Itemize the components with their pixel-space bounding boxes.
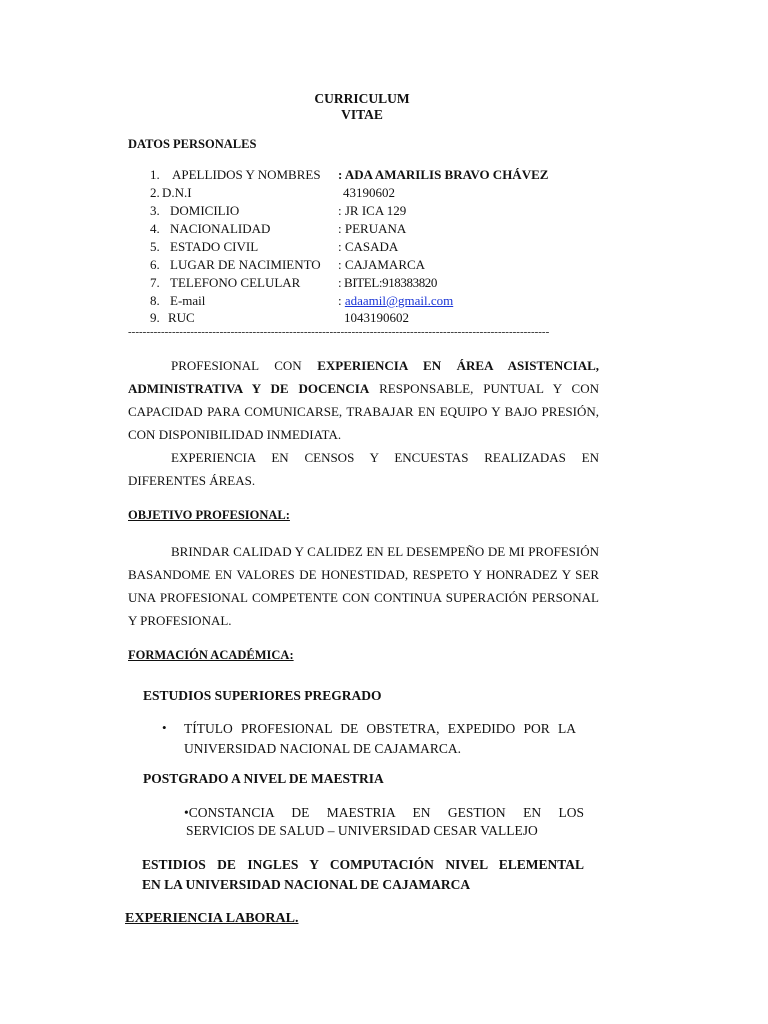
field-value-email	[338, 293, 453, 309]
section-heading-experiencia: EXPERIENCIA LABORAL.	[125, 911, 299, 926]
objective-section	[128, 540, 599, 632]
email-prefix: :	[338, 293, 345, 308]
row-number: 5.	[150, 239, 160, 254]
field-value-dni: 43190602	[343, 185, 395, 200]
row-number: 9.	[150, 310, 160, 325]
field-label-nacionalidad: NACIONALIDAD	[170, 221, 271, 236]
bullet-icon: •	[184, 805, 189, 820]
languages-computing-line2: EN LA UNIVERSIDAD NACIONAL DE CAJAMARCA	[142, 877, 471, 892]
field-value-domicilio: : JR ICA 129	[338, 203, 407, 218]
field-label-email: E-mail	[170, 293, 206, 308]
section-heading-formacion: FORMACIÓN ACADÉMICA:	[128, 648, 294, 662]
row-number: 7.	[150, 275, 160, 290]
section-heading-objetivo: OBJETIVO PROFESIONAL:	[128, 508, 290, 522]
row-number: 2.	[150, 185, 160, 200]
document-title-line1: CURRICULUM	[314, 91, 410, 106]
field-label-ruc: RUC	[168, 310, 195, 325]
row-number: 1.	[150, 167, 160, 182]
field-label-estado-civil: ESTADO CIVIL	[170, 239, 259, 254]
profile-paragraph	[128, 354, 599, 446]
row-number: 3.	[150, 203, 160, 218]
profile-section	[128, 354, 599, 492]
postgrado-item-line2: SERVICIOS DE SALUD – UNIVERSIDAD CESAR VALLEJO	[186, 823, 538, 838]
subheading-postgrado: POSTGRADO A NIVEL DE MAESTRIA	[143, 771, 384, 786]
field-value-ruc: 1043190602	[344, 310, 409, 325]
pregrado-item-line2: UNIVERSIDAD NACIONAL DE CAJAMARCA.	[184, 741, 462, 756]
profile-text-end: RESPONSABLE, PUNTUAL Y CON CAPACIDAD PARA COMUNICARSE, TRABAJAR EN EQUIPO Y BAJO PRESIÓN, CON DISPONIBILIDAD INMEDIATA.	[128, 381, 599, 442]
field-value-telefono: : BITEL:918383820	[338, 275, 437, 290]
bullet-icon: •	[162, 720, 167, 735]
postgrado-item-line1	[184, 804, 584, 822]
email-link[interactable]: adaamil@gmail.com	[344, 293, 454, 308]
field-value-nombres: : ADA AMARILIS BRAVO CHÁVEZ	[338, 167, 549, 182]
section-heading-datos-personales: DATOS PERSONALES	[128, 137, 257, 151]
field-label-nombres: APELLIDOS Y NOMBRES	[172, 167, 321, 182]
pregrado-item-line1: TÍTULO PROFESIONAL DE OBSTETRA, EXPEDIDO POR LA	[184, 721, 576, 736]
experience-paragraph: EXPERIENCIA EN CENSOS Y ENCUESTAS REALIZADAS EN DIFERENTES ÁREAS.	[128, 450, 599, 488]
profile-text-bold: EXPERIENCIA EN ÁREA ASISTENCIAL, ADMINISTRATIVA Y DE DOCENCIA	[128, 358, 600, 396]
field-label-lugar-nacimiento: LUGAR DE NACIMIENTO	[170, 257, 321, 272]
field-label-domicilio: DOMICILIO	[170, 203, 240, 218]
document-title-line2: VITAE	[341, 107, 383, 122]
objective-paragraph: BRINDAR CALIDAD Y CALIDEZ EN EL DESEMPEÑO DE MI PROFESIÓN BASANDOME EN VALORES DE HONESTIDAD, RESPETO Y HONRADEZ Y SER UNA PROFESIONAL COMPETENTE CON CONTINUA SUPERACIÓN PERSONAL Y PROFESIONAL.	[128, 544, 599, 628]
postgrado-item-text: CONSTANCIA DE MAESTRIA EN GESTION EN LOS	[188, 805, 584, 820]
subheading-pregrado: ESTUDIOS SUPERIORES PREGRADO	[143, 688, 382, 703]
row-number: 6.	[150, 257, 160, 272]
divider-line: -------------------------------------------------------------------------------------------------------------------	[128, 326, 550, 338]
profile-text-start: PROFESIONAL CON	[171, 358, 318, 373]
field-value-estado-civil: : CASADA	[338, 239, 399, 254]
row-number: 8.	[150, 293, 160, 308]
row-number: 4.	[150, 221, 160, 236]
languages-computing-line1: ESTIDIOS DE INGLES Y COMPUTACIÓN NIVEL ELEMENTAL	[142, 857, 584, 872]
field-value-lugar-nacimiento: : CAJAMARCA	[338, 257, 426, 272]
field-value-nacionalidad: : PERUANA	[338, 221, 407, 236]
field-label-dni: D.N.I	[162, 185, 192, 200]
field-label-telefono: TELEFONO CELULAR	[170, 275, 301, 290]
